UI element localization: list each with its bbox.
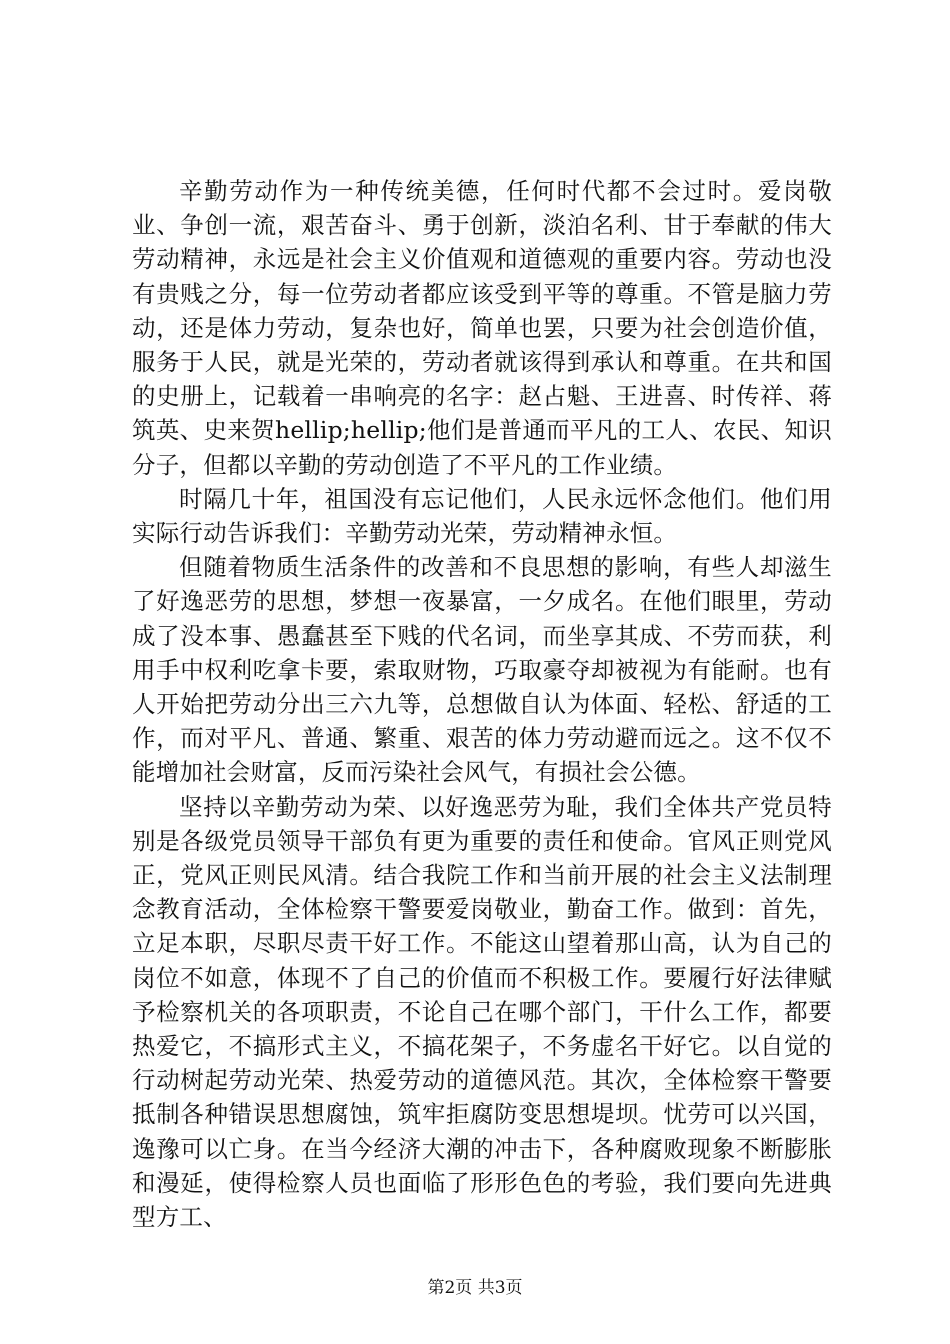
paragraph-1: 辛勤劳动作为一种传统美德，任何时代都不会过时。爱岗敬业、争创一流，艰苦奋斗、勇于创新，淡泊名利、甘于奉献的伟大劳动精神，永远是社会主义价值观和道德观的重要内容。劳动也没有贵贱之分，每一位劳动者都应该受到平等的尊重。不管是脑力劳动，还是体力劳动，复杂也好，简单也罢，只要为社会创造价值，服务于人民，就是光荣的，劳动者就该得到承认和尊重。在共和国的史册上，记载着一串响亮的名字：赵占魁、王进喜、时传祥、蒋筑英、史来贺hellip;hellip;他们是普通而平凡的工人、农民、知识分子，但都以辛勤的劳动创造了不平凡的工作业绩。	[132, 177, 832, 479]
document-body	[132, 174, 832, 1234]
page-footer: 第2页 共3页	[427, 1278, 523, 1298]
paragraph-4: 坚持以辛勤劳动为荣、以好逸恶劳为耻，我们全体共产党员特别是各级党员领导干部负有更为重要的责任和使命。官风正则党风正，党风正则民风清。结合我院工作和当前开展的社会主义法制理念教育活动，全体检察干警要爱岗敬业，勤奋工作。做到：首先，立足本职，尽职尽责干好工作。不能这山望着那山高，认为自己的岗位不如意，体现不了自己的价值而不积极工作。要履行好法律赋予检察机关的各项职责，不论自己在哪个部门，干什么工作，都要热爱它，不搞形式主义，不搞花架子，不务虚名干好它。以自觉的行动树起劳动光荣、热爱劳动的道德风范。其次，全体检察干警要抵制各种错误思想腐蚀，筑牢拒腐防变思想堤坝。忧劳可以兴国，逸豫可以亡身。在当今经济大潮的冲击下，各种腐败现象不断膨胀和漫延，使得检察人员也面临了形形色色的考验，我们要向先进典型方工、	[132, 792, 832, 1232]
paragraph-2: 时隔几十年，祖国没有忘记他们，人民永远怀念他们。他们用实际行动告诉我们：辛勤劳动光荣，劳动精神永恒。	[132, 484, 832, 548]
paragraph-3: 但随着物质生活条件的改善和不良思想的影响，有些人却滋生了好逸恶劳的思想，梦想一夜暴富，一夕成名。在他们眼里，劳动成了没本事、愚蠢甚至下贱的代名词，而坐享其成、不劳而获，利用手中权利吃拿卡要，索取财物，巧取豪夺却被视为有能耐。也有人开始把劳动分出三六九等，总想做自认为体面、轻松、舒适的工作，而对平凡、普通、繁重、艰苦的体力劳动避而远之。这不仅不能增加社会财富，反而污染社会风气，有损社会公德。	[132, 553, 832, 787]
